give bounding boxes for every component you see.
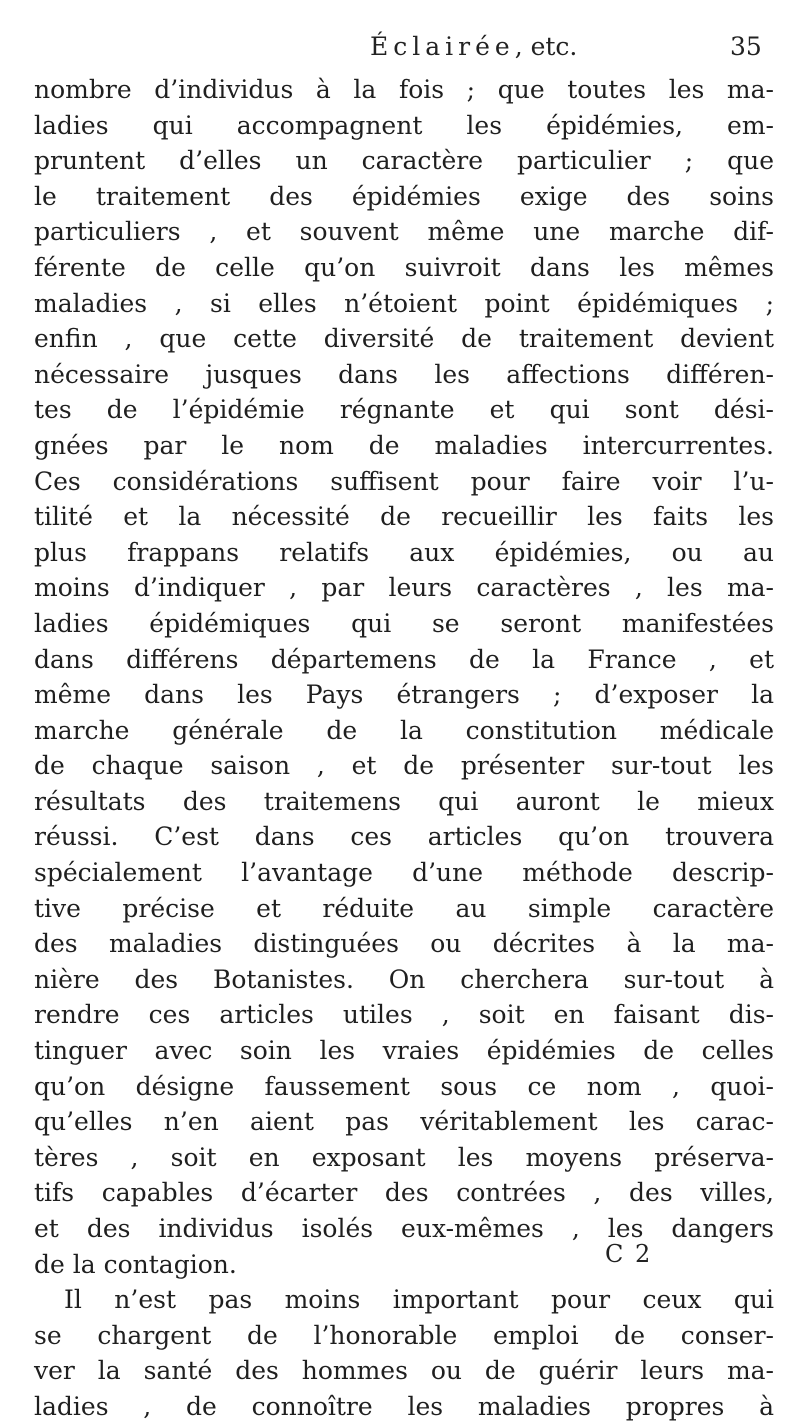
text-line: marche générale de la constitution médicale	[34, 715, 774, 745]
text-line: réussi. C’est dans ces articles qu’on trouvera	[34, 822, 774, 852]
text-line: tifs capables d’écarter des contrées , des villes,	[34, 1178, 774, 1208]
text-line: tinguer avec soin les vraies épidémies de celles	[34, 1036, 774, 1066]
text-line: ladies , de connoître les maladies propres à	[34, 1391, 774, 1421]
text-line: particuliers , et souvent même une marche dif-	[34, 217, 774, 247]
text-line: férente de celle qu’on suivroit dans les mêmes	[34, 252, 774, 282]
text-line: spécialement l’avantage d’une méthode descrip-	[34, 858, 774, 888]
page-number: 35	[730, 32, 762, 61]
running-head-tail: , etc.	[514, 32, 578, 61]
text-line: de chaque saison , et de présenter sur-tout les	[34, 751, 774, 781]
text-line: tilité et la nécessité de recueillir les faits les	[34, 502, 774, 532]
text-line: même dans les Pays étrangers ; d’exposer la	[34, 680, 774, 710]
text-line: gnées par le nom de maladies intercurrentes.	[34, 430, 774, 460]
text-line: ver la santé des hommes ou de guérir leurs ma-	[34, 1356, 774, 1386]
paragraph-last-line: de la contagion.	[34, 1249, 237, 1279]
text-line: qu’elles n’en aient pas véritablement les carac-	[34, 1107, 774, 1137]
text-line: dans différens départemens de la France , et	[34, 644, 774, 674]
text-line: résultats des traitemens qui auront le mieux	[34, 786, 774, 816]
text-line: rendre ces articles utiles , soit en faisant dis-	[34, 1000, 774, 1030]
text-line: nière des Botanistes. On cherchera sur-tout à	[34, 964, 774, 994]
text-line: pruntent d’elles un caractère particulier ; que	[34, 146, 774, 176]
signature-mark: C 2	[605, 1240, 653, 1268]
text-line: le traitement des épidémies exige des soins	[34, 181, 774, 211]
running-head-title: Éclairée	[370, 32, 515, 61]
running-head	[370, 32, 577, 61]
text-line: enfin , que cette diversité de traitement devient	[34, 324, 774, 354]
text-line: se chargent de l’honorable emploi de conser-	[34, 1320, 774, 1350]
text-line: ladies épidémiques qui se seront manifestées	[34, 608, 774, 638]
text-line: tive précise et réduite au simple caractère	[34, 893, 774, 923]
text-line: moins d’indiquer , par leurs caractères , les ma-	[34, 573, 774, 603]
text-line: nombre d’individus à la fois ; que toutes les ma-	[34, 75, 774, 104]
text-line: maladies , si elles n’étoient point épidémiques ;	[34, 288, 774, 318]
body-text	[34, 72, 774, 1425]
text-line: nécessaire jusques dans les affections différen-	[34, 359, 774, 389]
paragraph-first-line: Il n’est pas moins important pour ceux qui	[64, 1285, 774, 1315]
text-line: tes de l’épidémie régnante et qui sont dési-	[34, 395, 774, 425]
text-line: plus frappans relatifs aux épidémies, ou au	[34, 537, 774, 567]
text-line: et des individus isolés eux-mêmes , les dangers	[34, 1214, 774, 1243]
text-line: tères , soit en exposant les moyens préserva-	[34, 1142, 774, 1172]
text-line: des maladies distinguées ou décrites à la ma-	[34, 929, 774, 959]
text-line: ladies qui accompagnent les épidémies, em-	[34, 110, 774, 140]
text-line: qu’on désigne faussement sous ce nom , quoi-	[34, 1071, 774, 1101]
text-line: Ces considérations suffisent pour faire voir l’u-	[34, 466, 774, 496]
